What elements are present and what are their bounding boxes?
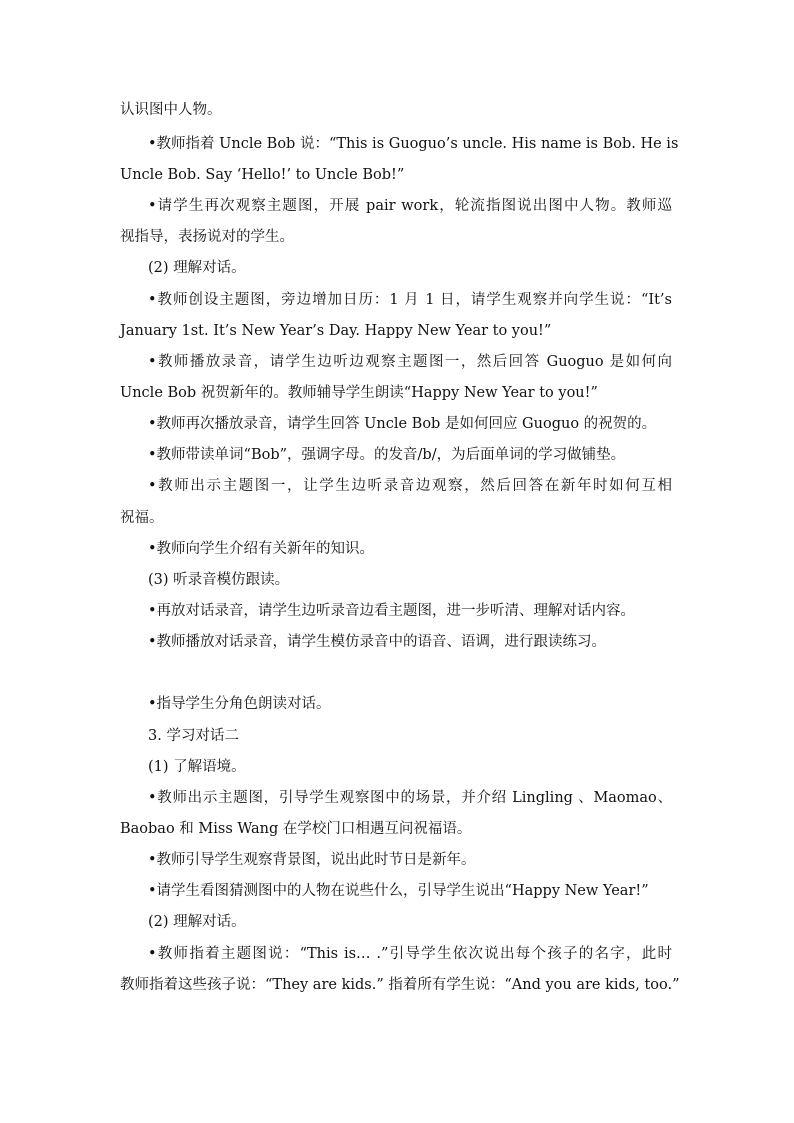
- text-line: •请学生看图猜测图中的人物在说些什么，引导学生说出“Happy New Year!”: [148, 883, 649, 899]
- text-line: •教师引导学生观察背景图，说出此时节日是新年。: [148, 852, 476, 868]
- text-line: •教师出示主题图一，让学生边听录音边观察，然后回答在新年时如何互相: [148, 478, 672, 494]
- text-line: January 1st. It’s New Year’s Day. Happy New Year to you!”: [120, 323, 552, 339]
- text-line: Uncle Bob 祝贺新年的。教师辅导学生朗读“Happy New Year to you!”: [120, 385, 598, 401]
- text-line: •请学生再次观察主题图，开展 pair work，轮流指图说出图中人物。教师巡: [148, 198, 672, 214]
- text-line: Baobao 和 Miss Wang 在学校门口相遇互问祝福语。: [120, 821, 472, 837]
- text-line: 视指导，表扬说对的学生。: [120, 229, 294, 245]
- text-line: •教师出示主题图，引导学生观察图中的场景，并介绍 Lingling 、Maomao、: [148, 790, 672, 806]
- text-line: •再放对话录音，请学生边听录音边看主题图，进一步听清、理解对话内容。: [148, 603, 636, 619]
- text-line: •教师创设主题图，旁边增加日历：1 月 1 日，请学生观察并向学生说：“It’s: [148, 292, 672, 308]
- text-line: •教师带读单词“Bob”，强调字母。的发音/b/，为后面单词的学习做铺垫。: [148, 447, 626, 463]
- text-line: •教师指着主题图说：“This is… .”引导学生依次说出每个孩子的名字，此时: [148, 946, 672, 962]
- text-line: •教师播放录音，请学生边听边观察主题图一，然后回答 Guoguo 是如何向: [148, 354, 672, 370]
- text-line: Uncle Bob. Say ‘Hello!’ to Uncle Bob!”: [120, 167, 405, 183]
- text-line: •教师再次播放录音，请学生回答 Uncle Bob 是如何回应 Guoguo 的祝贺的。: [148, 416, 657, 432]
- text-line: 认识图中人物。: [120, 102, 222, 118]
- text-line: 教师指着这些孩子说：“They are kids.” 指着所有学生说：“And you are kids, too.”: [120, 977, 680, 993]
- section-heading: 3. 学习对话二: [148, 728, 239, 744]
- text-line: •教师指着 Uncle Bob 说：“This is Guoguo’s uncle. His name is Bob. He is: [148, 136, 679, 152]
- section-heading: (2) 理解对话。: [148, 914, 246, 930]
- text-line: •教师向学生介绍有关新年的知识。: [148, 541, 375, 557]
- section-heading: (2) 理解对话。: [148, 260, 246, 276]
- text-line: •教师播放对话录音，请学生模仿录音中的语音、语调，进行跟读练习。: [148, 634, 607, 650]
- text-line: •指导学生分角色朗读对话。: [148, 696, 331, 712]
- section-heading: (3) 听录音模仿跟读。: [148, 572, 290, 588]
- text-line: 祝福。: [120, 510, 164, 526]
- section-heading: (1) 了解语境。: [148, 759, 246, 775]
